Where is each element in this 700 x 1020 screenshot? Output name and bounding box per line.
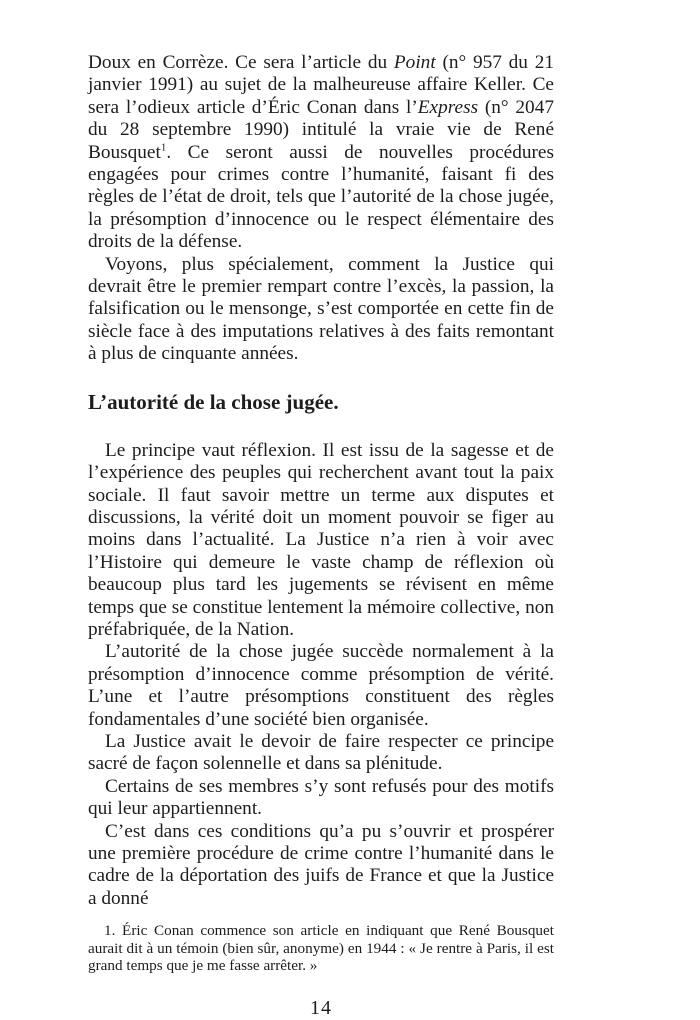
paragraph-1-part-d: . Ce seront aussi de nouvelles procédures engagées pour crimes contre l’humanité, faisant fi des règles de l’état de droit, tels que l’autorité de la chose jugée, la présomption d’innocence ou le respect élémentaire des droits de la défense. [88,141,554,253]
paragraph-1-part-a: Doux en Corrèze. Ce sera l’article du [88,52,394,73]
italic-point: Point [393,52,436,73]
paragraph-1-part-c: (n° 2047 du 28 septembre 1990) intitulé la vraie vie de René Bousquet [88,96,554,163]
paragraph-5: La Justice avait le devoir de faire respecter ce principe sacré de façon solennelle et dans sa plénitude. [88,730,554,775]
body-text [88,52,554,366]
paragraph-3: Le principe vaut réflexion. Il est issu de la sagesse et de l’expérience des peuples qui recherchent avant tout la paix sociale. Il faut savoir mettre un terme aux disputes et discussions, la vérité doit un moment pouvoir se figer au moins dans l’actualité. La Justice n’a rien à voir avec l’Histoire qui demeure le vaste champ de réflexion où beaucoup plus tard les jugements se révisent en même temps que se constitue lentement la mémoire collective, non préfabriquée, de la Nation. [88,439,554,640]
footnote-reference: 1 [160,141,167,154]
paragraph-7: C’est dans ces conditions qu’a pu s’ouvrir et prospérer une première procédure de crime contre l’humanité dans le cadre de la déportation des juifs de France et que la Justice a donné [88,820,554,909]
page-number: 14 [310,996,332,1019]
paragraph-4: L’autorité de la chose jugée succède normalement à la présomption d’innocence comme présomption de vérité. L’une et l’autre présomptions constituent des règles fondamentales d’une société bien organisée. [88,641,554,730]
paragraph-1-part-b: (n° 957 du 21 janvier 1991) au sujet de la malheureuse affaire Keller. Ce sera l’odieux article d’Éric Conan dans l’ [88,52,554,118]
paragraph-6: Certains de ses membres s’y sont refusés pour des motifs qui leur appartiennent. [88,775,554,820]
italic-express: Express [417,96,479,118]
footnote: 1. Éric Conan commence son article en indiquant que René Bousquet aurait dit à un témoin (bien sûr, anonyme) en 1944 : « Je rentre à Paris, il est grand temps que je me fasse arrêter. » [88,922,554,975]
paragraph-2: Voyons, plus spécialement, comment la Justice qui devrait être le premier rempart contre l’excès, la passion, la falsification ou le mensonge, s’est comportée en cette fin de siècle face à des imputations relatives à des faits remontant à plus de cinquante années. [88,253,554,365]
section-heading: L’autorité de la chose jugée. [88,389,339,414]
body-text-section [88,440,554,911]
paragraph-1 [88,52,554,254]
book-page [88,52,554,1020]
